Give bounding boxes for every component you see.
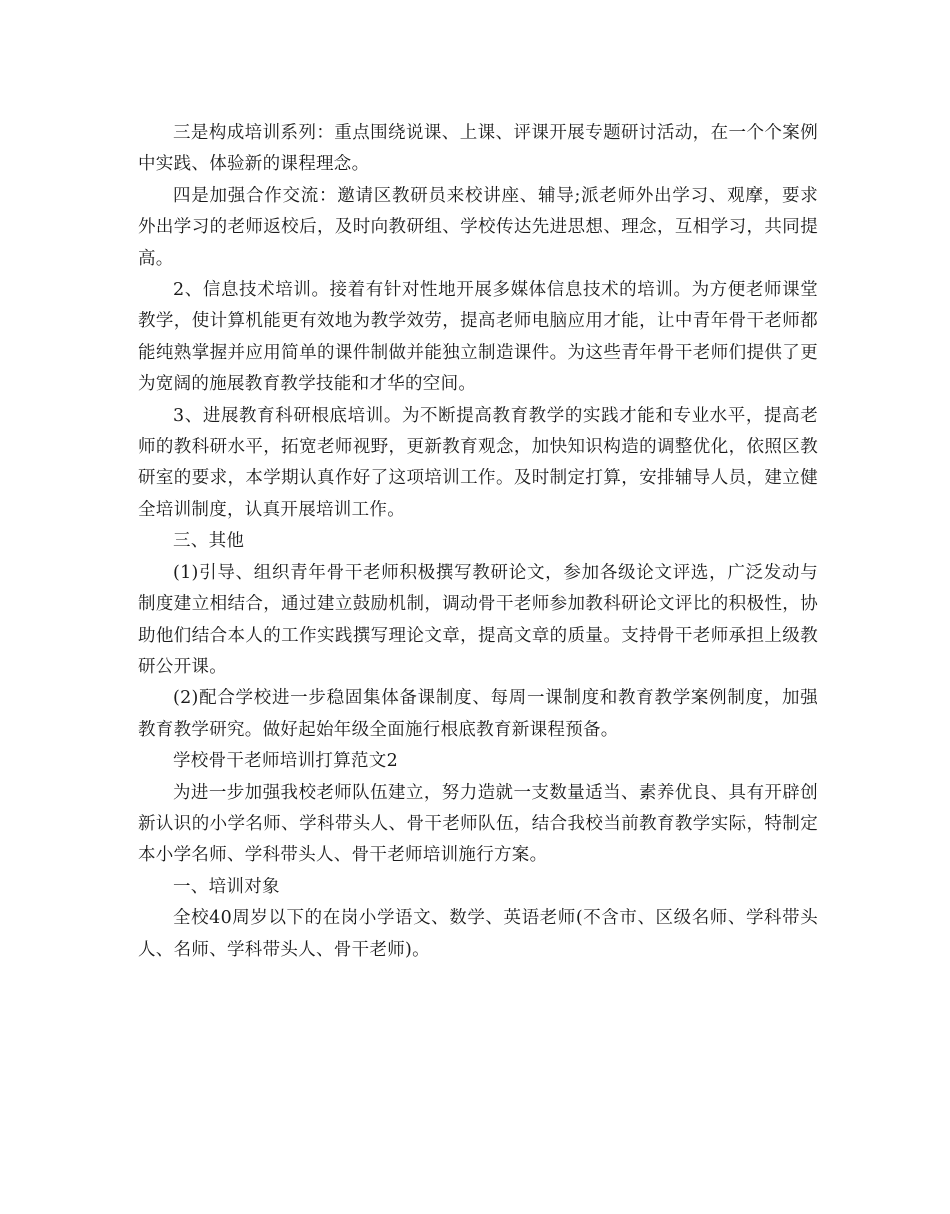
section-heading-other: 三、其他 (173, 531, 245, 552)
paragraph-training-series: 三是构成培训系列：重点围绕说课、上课、评课开展专题研讨活动，在一个个案例中实践、体验新的课程理念。 (138, 123, 818, 175)
paragraph-training-target: 全校40周岁以下的在岗小学语文、数学、英语老师(不含市、区级名师、学科带头人、名师、学科带头人、骨干老师)。 (138, 908, 818, 960)
paragraph-cooperation-exchange: 四是加强合作交流：邀请区教研员来校讲座、辅导;派老师外出学习、观摩，要求外出学习的老师返校后，及时向教研组、学校传达先进思想、理念，互相学习，共同提高。 (138, 185, 818, 269)
paragraph-other-item-2: (2)配合学校进一步稳固集体备课制度、每周一课制度和教育教学案例制度，加强教育教学研究。做好起始年级全面施行根底教育新课程预备。 (138, 688, 818, 740)
section-heading-training-target: 一、培训对象 (173, 876, 280, 897)
heading-sample-2: 学校骨干老师培训打算范文2 (173, 751, 399, 772)
document-page (138, 118, 818, 966)
paragraph-research-training: 3、进展教育科研根底培训。为不断提高教育教学的实践才能和专业水平，提高老师的教科研水平，拓宽老师视野，更新教育观念，加快知识构造的调整优化，依照区教研室的要求，本学期认真作好了这项培训工作。及时制定打算，安排辅导人员，建立健全培训制度，认真开展培训工作。 (138, 405, 818, 520)
paragraph-other-item-1: (1)引导、组织青年骨干老师积极撰写教研论文，参加各级论文评选，广泛发动与制度建立相结合，通过建立鼓励机制，调动骨干老师参加教科研论文评比的积极性，协助他们结合本人的工作实践撰写理论文章，提高文章的质量。支持骨干老师承担上级教研公开课。 (138, 562, 818, 677)
paragraph-sample-2-intro: 为进一步加强我校老师队伍建立，努力造就一支数量适当、素养优良、具有开辟创新认识的小学名师、学科带头人、骨干老师队伍，结合我校当前教育教学实际，特制定本小学名师、学科带头人、骨干老师培训施行方案。 (138, 782, 818, 866)
paragraph-it-training: 2、信息技术培训。接着有针对性地开展多媒体信息技术的培训。为方便老师课堂教学，使计算机能更有效地为教学效劳，提高老师电脑应用才能，让中青年骨干老师都能纯熟掌握并应用简单的课件制做并能独立制造课件。为这些青年骨干老师们提供了更为宽阔的施展教育教学技能和才华的空间。 (138, 280, 818, 395)
